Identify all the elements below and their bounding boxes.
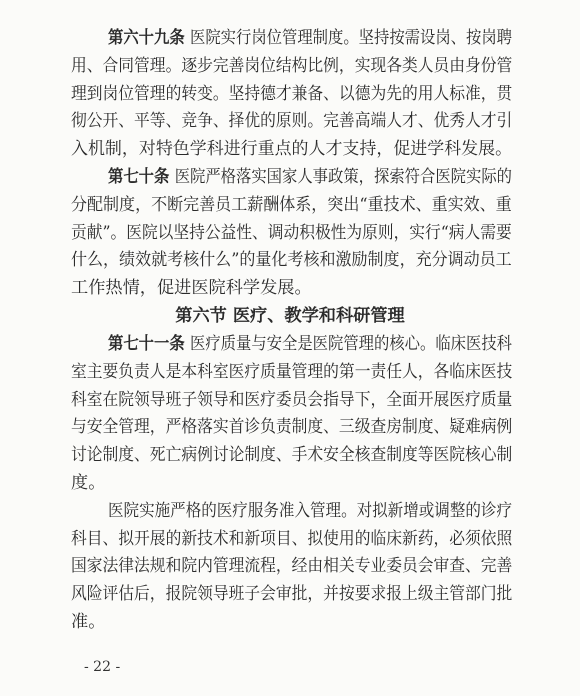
article-71-label: 第七十一条: [108, 334, 185, 354]
article-71-line: 讨论制度、死亡病例讨论制度、手术安全核查制度等医院核心制: [71, 445, 513, 465]
access-paragraph-line: 准。: [71, 612, 106, 632]
article-69-text: 医院实行岗位管理制度。坚持按需设岗、按岗聘: [190, 28, 512, 48]
article-71-line: 度。: [71, 473, 106, 493]
article-70-line: 贡献”。医院以坚持公益性、调动积极性为原则，实行“病人需要: [71, 223, 512, 243]
article-69-line: 彻公开、平等、竞争、择优的原则。完善高端人才、优秀人才引: [71, 111, 513, 131]
article-69-line: 入机制，对特色学科进行重点的人才支持，促进学科发展。: [71, 139, 513, 159]
article-71-line: 与安全管理，严格落实首诊负责制度、三级查房制度、疑难病例: [71, 417, 513, 437]
article-70-line: 分配制度，不断完善员工薪酬体系，突出“重技术、重实效、重: [71, 195, 512, 215]
article-70-text: 医院严格落实国家人事政策，探索符合医院实际的: [174, 167, 512, 187]
article-69-line: 理到岗位管理的转变。坚持德才兼备、以德为先的用人标准，贯: [71, 84, 513, 104]
access-paragraph-line: 科目、拟开展的新技术和新项目、拟使用的临床新药，必须依照: [71, 529, 513, 549]
article-71-line: 科室在院领导班子领导和医疗委员会指导下，全面开展医疗质量: [71, 390, 513, 410]
article-69-label: 第六十九条: [108, 28, 185, 48]
article-71-line: 室主要负责人是本科室医疗质量管理的第一责任人，各临床医技: [71, 362, 513, 382]
page-number: - 22 -: [84, 659, 121, 675]
access-paragraph-line: 医院实施严格的医疗服务准入管理。对拟新增或调整的诊疗: [108, 501, 512, 521]
article-70-label: 第七十条: [108, 167, 170, 187]
article-70-line: 什么，绩效就考核什么”的量化考核和激励制度，充分调动员工: [71, 250, 512, 270]
article-69-line: 用、合同管理。逐步完善岗位结构比例，实现各类人员由身份管: [71, 56, 513, 76]
article-71-text: 医疗质量与安全是医院管理的核心。临床医技科: [190, 334, 512, 354]
access-paragraph-line: 风险评估后，报院领导班子会审批，并按要求报上级主管部门批: [71, 584, 513, 604]
article-71-first-line: [108, 334, 512, 354]
article-69-first-line: [108, 28, 512, 48]
article-70-line: 工作热情，促进医院科学发展。: [71, 278, 312, 298]
access-paragraph-line: 国家法律法规和院内管理流程，经由相关专业委员会审查、完善: [71, 556, 513, 576]
article-70-first-line: [108, 167, 512, 187]
section-title: 第六节 医疗、教学和科研管理: [175, 306, 405, 326]
